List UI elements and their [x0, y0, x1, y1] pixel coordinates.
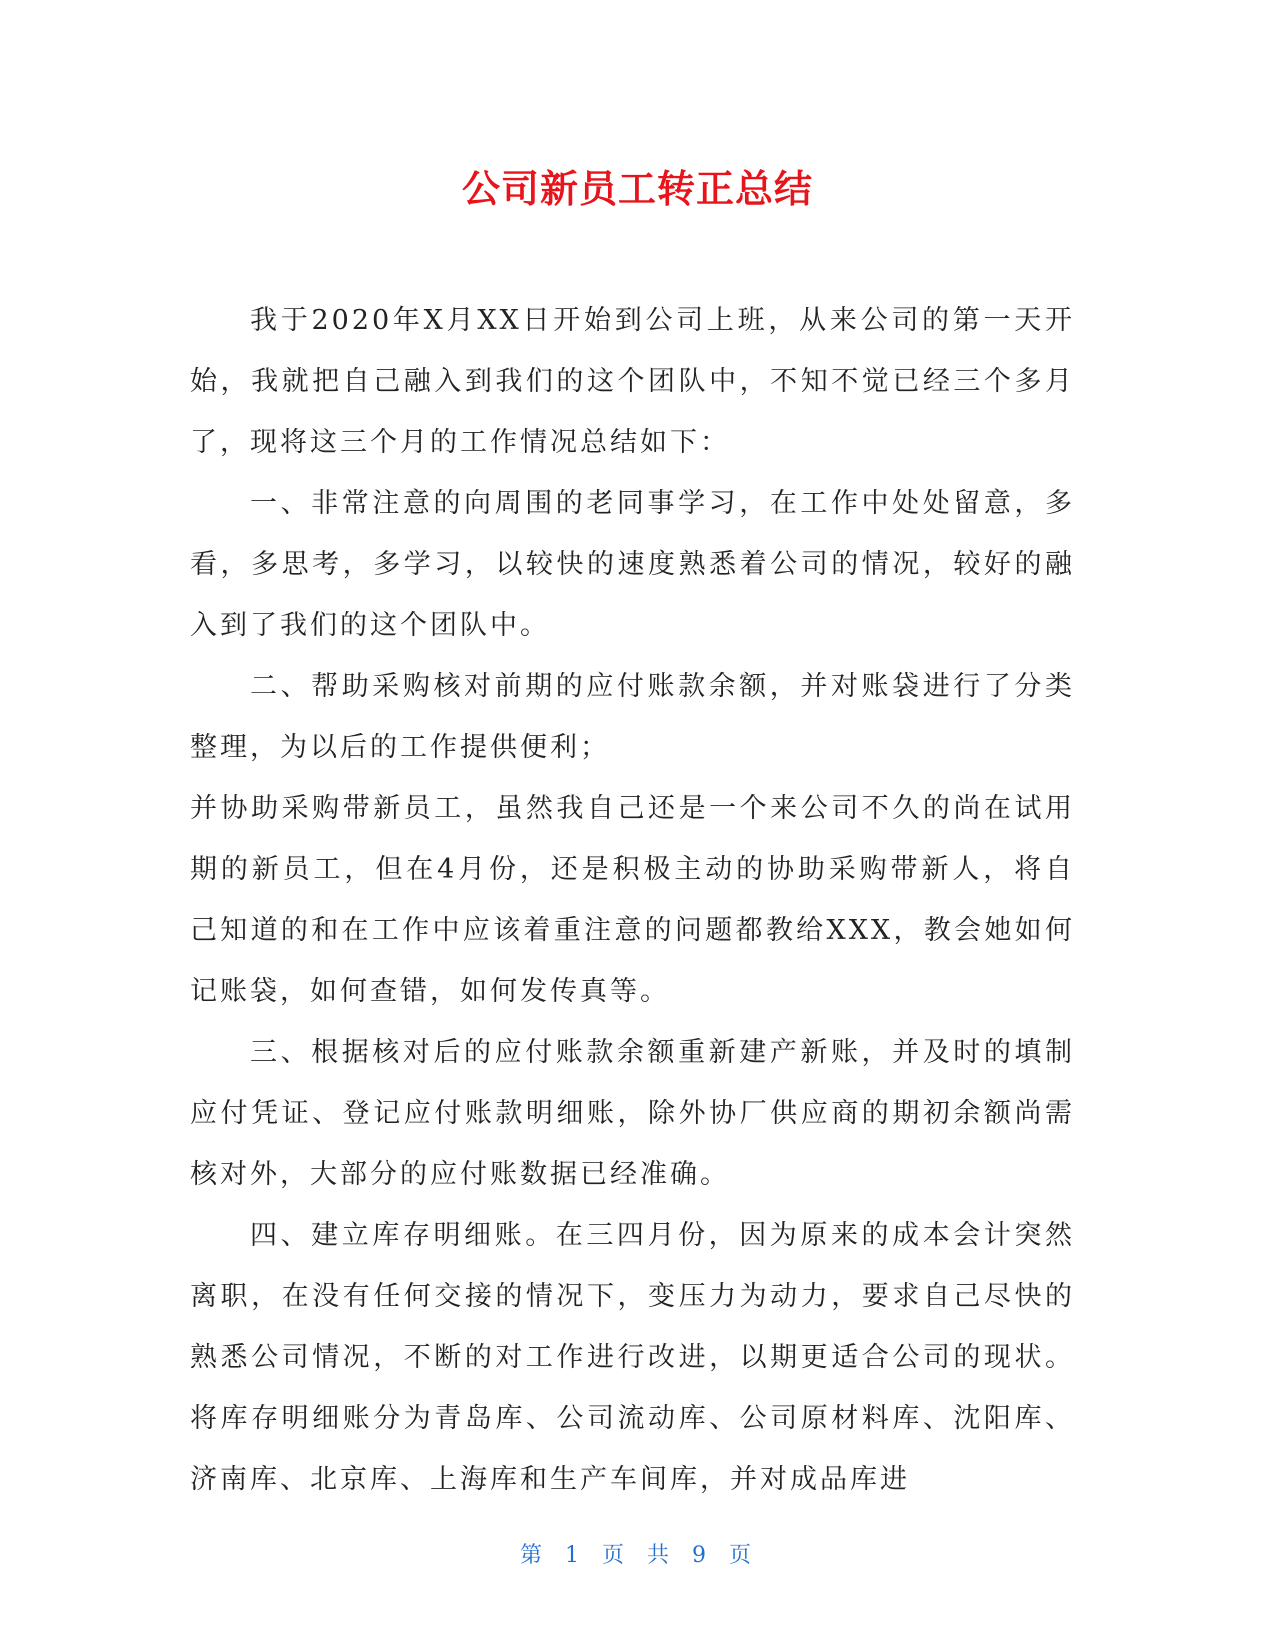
paragraph-item-3: 三、根据核对后的应付账款余额重新建产新账，并及时的填制应付凭证、登记应付账款明细账，除外协厂供应商的期初余额尚需核对外，大部分的应付账数据已经准确。	[190, 1037, 1075, 1190]
page-number-footer: 第 1 页 共 9 页	[520, 1543, 755, 1568]
paragraph-item-1: 一、非常注意的向周围的老同事学习，在工作中处处留意，多看，多思考，多学习，以较快的速度熟悉着公司的情况，较好的融入到了我们的这个团队中。	[190, 488, 1075, 641]
paragraph-item-2-continued: 并协助采购带新员工，虽然我自己还是一个来公司不久的尚在试用期的新员工，但在4月份，还是积极主动的协助采购带新人，将自己知道的和在工作中应该着重注意的问题都教给XXX，教会她如何记账袋，如何查错，如何发传真等。	[190, 793, 1075, 1007]
document-body	[190, 290, 1075, 1510]
paragraph-intro: 我于2020年X月XX日开始到公司上班，从来公司的第一天开始，我就把自己融入到我们的这个团队中，不知不觉已经三个多月了，现将这三个月的工作情况总结如下：	[190, 305, 1075, 458]
document-title: 公司新员工转正总结	[461, 167, 813, 211]
paragraph-item-4: 四、建立库存明细账。在三四月份，因为原来的成本会计突然离职，在没有任何交接的情况下，变压力为动力，要求自己尽快的熟悉公司情况，不断的对工作进行改进，以期更适合公司的现状。将库存明细账分为青岛库、公司流动库、公司原材料库、沈阳库、济南库、北京库、上海库和生产车间库，并对成品库进	[190, 1220, 1075, 1495]
paragraph-item-2: 二、帮助采购核对前期的应付账款余额，并对账袋进行了分类整理，为以后的工作提供便利；	[190, 671, 1075, 763]
